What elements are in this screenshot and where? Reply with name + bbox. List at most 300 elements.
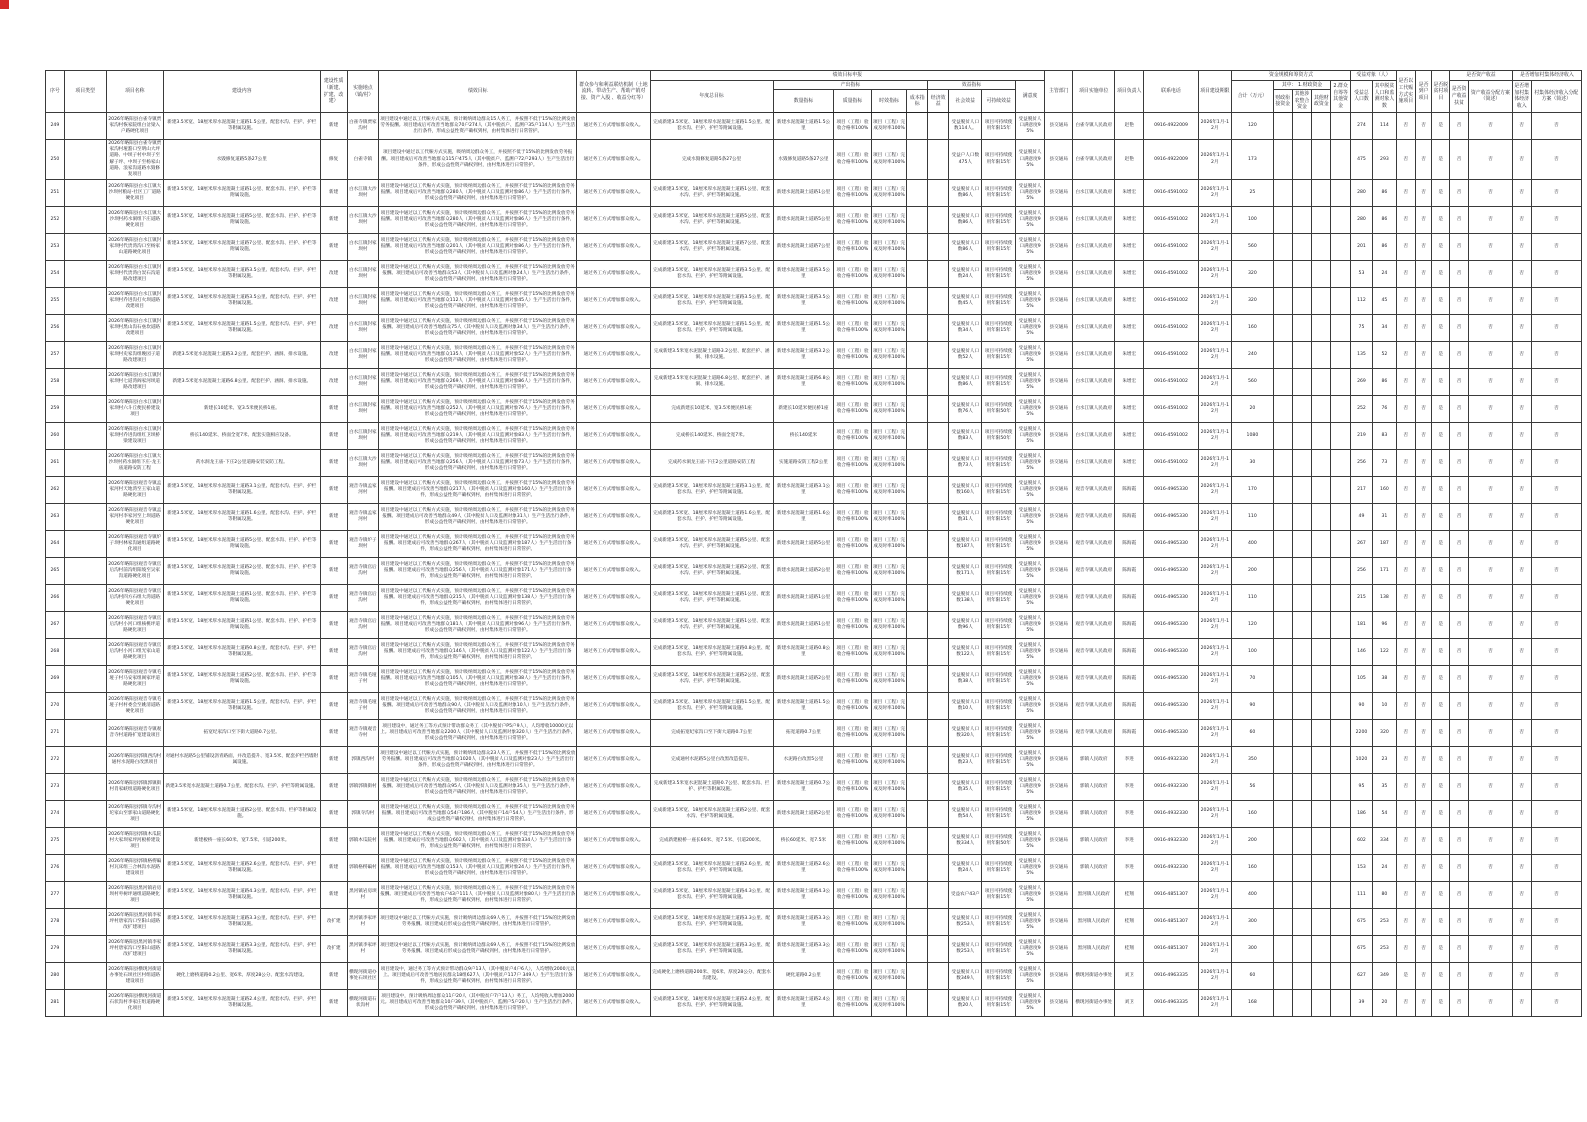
cell-qczy: 通过务工方式增加群众收入。 [577,585,650,612]
cell-qzzc [1331,504,1351,531]
cell-ndzmb: 完成新建板桥一座长60米、宽7.5米、引道200米。 [650,828,773,855]
cell-czxj [1273,369,1292,396]
cell-xmmc: 2026年略阳县白水江镇封家坝村六斗丘便民桥建设项目 [106,396,163,423]
cell-qtsn [1292,639,1312,666]
cell-cbzb [907,990,928,1017]
column-header-ssdw: 项目实施单位 [1073,71,1115,113]
cell-jxmb: 项目建设中通过以工代赈方式实施，预计吸纳周边群众务工，并按照不低于15%的比例发放劳务报酬。项目建成后可改善当地群众105人（其中脱贫人口及监测对象38人）生产生活出行条件，形成公益性资产确权到村，由村集体进行日常管护。 [379,666,577,693]
cell-lxdh: 0916-4591002 [1144,369,1198,396]
cell-hj: 120 [1232,113,1274,140]
cell-jsxz: 改建 [320,288,347,315]
cell-zcfa: 否 [1468,140,1512,180]
cell-ssdw: 黑河镇人民政府 [1073,909,1115,936]
cell-jxmb: 项目建设中通过以工代赈方式实施，吸纳周边群众务工，并按照不低于15%的比例发放劳务报酬。项目建成后可改善当地群众115户475人（其中脱贫户、监测户72户293人）生产生活出行条件，形成公益性资产确权到村，由村集体进行日常管护。 [379,140,577,180]
cell-zcsyfp: 否 [1450,288,1469,315]
cell-hj: 560 [1232,369,1274,396]
cell-xh: 281 [46,990,65,1017]
cell-cbzb [907,639,928,666]
cell-ssdd: 横现河街道石状沟村 [347,990,378,1017]
column-header-cjtzj: 是否增加村集体经济收入 [1512,80,1531,112]
cell-ssdw: 白水江镇人民政府 [1073,180,1115,207]
cell-xh: 269 [46,666,65,693]
table-row [46,558,1582,585]
cell-jsnr: 新建3.5米宽、18厘米厚水泥混凝土道路5公里、配套水沟、拦护、护栏等附属设施。 [163,207,320,234]
cell-shxy: 受益脱贫人口数320人 [949,720,982,747]
cell-zcfa: 否 [1468,396,1512,423]
cell-fzr: 李进 [1115,774,1144,801]
cell-zcsyfp: 否 [1450,774,1469,801]
cell-ygdz: 否 [1396,558,1415,585]
cell-zcsyfp: 否 [1450,693,1469,720]
cell-qtcz [1312,423,1331,450]
cell-lxdh: 0916-4851307 [1144,882,1198,909]
cell-myd: 受益脱贫人口满意度95% [1015,140,1044,180]
cell-qtsn [1292,774,1312,801]
cell-kcxxy: 项目可持续使用年限15年 [982,531,1015,558]
column-header-qzzc: 2.群众自筹等其他资金 [1331,80,1351,112]
cell-kcxxy: 项目可持续使用年限50年 [982,423,1015,450]
cell-ssdw: 白水江镇人民政府 [1073,261,1115,288]
cell-slzb: 新建水泥混凝土道路1.5公里 [773,693,834,720]
cell-lxdh: 0916-4591002 [1144,207,1198,234]
cell-czxj [1273,936,1292,963]
cell-zgbm: 县交通局 [1045,936,1073,963]
cell-zlzb: 项目（工程）验收合格率100% [834,207,872,234]
cell-qzzc [1331,882,1351,909]
column-header-jxmb: 绩效目标 [379,71,577,113]
column-header-zcfa: 资产收益分配方案（简述） [1468,80,1512,112]
cell-xmmc: 2026年略阳县白水江镇封家坝村代贵湾沟口至杨家山道路硬化项目 [106,234,163,261]
cell-zlzb: 项目（工程）验收合格率100% [834,315,872,342]
cell-kcxxy: 项目可持续使用年限15年 [982,747,1015,774]
cell-dh: 否 [1415,315,1432,342]
cell-qtcz [1312,828,1331,855]
cell-slzb: 新建水泥混凝土道路3.2公里 [773,342,834,369]
cell-qtsn [1292,882,1312,909]
cell-zlzb: 项目（工程）验收合格率100% [834,720,872,747]
cell-qtcz [1312,315,1331,342]
cell-cjtfa: 否 [1531,990,1581,1017]
cell-xmlx [64,558,106,585]
cell-qtsn [1292,504,1312,531]
cell-cjtzj: 否 [1512,113,1531,140]
cell-shxy: 受益脱贫人口数334人 [949,828,982,855]
cell-zcsyfp: 否 [1450,369,1469,396]
cell-jsqx: 2026年1月-12月 [1198,140,1231,180]
cell-syzrk: 112 [1351,288,1373,315]
cell-cbzb [907,315,928,342]
cell-fzr: 朱增宏 [1115,423,1144,450]
cell-cjtfa: 否 [1531,261,1581,288]
cell-cjtzj: 否 [1512,963,1531,990]
cell-kcxxy: 项目可持续使用年限15年 [982,315,1015,342]
column-header-zgbm: 主管部门 [1045,71,1073,113]
cell-ssdd: 白雀寺镇贾家沟村 [347,113,378,140]
cell-jsxz: 新建 [320,504,347,531]
table-row [46,369,1582,396]
cell-zcfa: 否 [1468,936,1512,963]
cell-ssdw: 横现河街道办事处 [1073,990,1115,1017]
cell-zgbm: 县交通局 [1045,882,1073,909]
cell-xh: 274 [46,801,65,828]
cell-jsxz: 改建 [320,369,347,396]
cell-zcfa: 否 [1468,531,1512,558]
cell-tpk: 23 [1372,747,1396,774]
cell-lxdh: 0916-4591002 [1144,315,1198,342]
cell-fzr: 李进 [1115,747,1144,774]
cell-tpk: 86 [1372,234,1396,261]
cell-tpc: 是 [1432,936,1450,963]
cell-cbzb [907,207,928,234]
cell-cjtfa: 否 [1531,855,1581,882]
cell-zlzb: 项目（工程）验收合格率100% [834,828,872,855]
cell-xh: 256 [46,315,65,342]
cell-qtcz [1312,936,1331,963]
column-header-xmlx: 项目类型 [64,71,106,113]
cell-lxdh: 0916-4965330 [1144,666,1198,693]
cell-dh: 否 [1415,855,1432,882]
cell-jsnr: 新建3.5米宽、18厘米厚水泥混凝土道路1.5公里、配套水沟、拦护、护栏等附属设施。 [163,113,320,140]
cell-xmmc: 2026年略阳县郭镇格楞碥村瓦床组三合林沟水泥路建设项目 [106,855,163,882]
cell-syzrk: 675 [1351,936,1373,963]
cell-qczy: 通过务工方式增加群众收入。 [577,855,650,882]
cell-lxdh: 0916-4965330 [1144,504,1198,531]
cell-cbzb [907,113,928,140]
cell-czxj [1273,261,1292,288]
cell-jsqx: 2026年1月-12月 [1198,261,1231,288]
cell-xmmc: 2026年略阳县白水江镇封家坝村黑山沟石垒坎道路改建项目 [106,315,163,342]
cell-jxmb: 项目建设中通过以工代赈方式实施，预计吸纳周边群众务工，并按照不低于15%的比例发放劳务报酬。项目建成后可改善当地群众280人（其中脱贫人口及监测对象86人）生产生活出行条件，形成公益性资产确权到村，由村集体进行日常管护。 [379,180,577,207]
cell-fzr: 李进 [1115,828,1144,855]
cell-dh: 否 [1415,882,1432,909]
cell-jjxy [928,531,949,558]
cell-qtcz [1312,747,1331,774]
cell-cjtfa: 否 [1531,504,1581,531]
cell-qzzc [1331,315,1351,342]
cell-kcxxy: 项目可持续使用年限15年 [982,207,1015,234]
cell-tpk: 96 [1372,612,1396,639]
cell-xmlx [64,342,106,369]
cell-xmlx [64,423,106,450]
cell-jjxy [928,180,949,207]
cell-ndzmb: 完成新建长10延米、宽3.5米便民桥1座 [650,396,773,423]
cell-myd: 受益脱贫人口满意度95% [1015,666,1044,693]
cell-jsnr: 新建3.5米宽、18厘米厚水泥混凝土道路1公里、配套水沟、拦护、护栏等附属设施。 [163,180,320,207]
cell-zlzb: 项目（工程）验收合格率100% [834,612,872,639]
cell-qtcz [1312,558,1331,585]
cell-kcxxy: 项目可持续使用年限15年 [982,140,1015,180]
cell-sxzb: 项目（工程）完成及时率100% [871,113,907,140]
cell-cjtfa: 否 [1531,315,1581,342]
cell-shxy: 受益脱贫人口数24人 [949,855,982,882]
cell-zgbm: 县交通局 [1045,990,1073,1017]
cell-ndzmb: 完成新建3.5米宽、18厘米厚水泥混凝土道路1.5公里、配套水沟、拦护、护栏等附属设施。 [650,315,773,342]
cell-tpc: 是 [1432,747,1450,774]
cell-syzrk: 39 [1351,990,1373,1017]
cell-myd: 受益脱贫人口满意度95% [1015,639,1044,666]
cell-kcxxy: 项目可持续使用年限15年 [982,234,1015,261]
cell-jjxy [928,936,949,963]
cell-ssdd: 观音寺镇炉子坝村 [347,531,378,558]
cell-jsxz: 修复 [320,140,347,180]
cell-zcsyfp: 否 [1450,990,1469,1017]
cell-qczy: 通过务工方式增加群众收入。 [577,666,650,693]
cell-ssdw: 郭镇人民政府 [1073,801,1115,828]
column-header-qtsn: 其他涉农整合资金 [1292,90,1312,113]
cell-zgbm: 县交通局 [1045,909,1073,936]
cell-xmmc: 2026年略阳县白水江镇大沙坝村药水洞组下庄道路硬化项目 [106,207,163,234]
cell-jsqx: 2026年1月-12月 [1198,531,1231,558]
cell-myd: 受益脱贫人口满意度95% [1015,693,1044,720]
cell-jjxy [928,585,949,612]
cell-lxdh: 0916-4932330 [1144,747,1198,774]
cell-cjtfa: 否 [1531,585,1581,612]
cell-xmlx [64,504,106,531]
cell-sxzb: 项目（工程）完成及时率100% [871,234,907,261]
cell-xmlx [64,747,106,774]
column-header-ssdd: 实施地点（镇/村） [347,71,378,113]
cell-jxmb: 项目建设中通过以工代赈方式实施，预计吸纳周边群众69人务工，并按照不低于15%的比例发放劳务报酬。项目建成后形成公益性资产确权到村，由村集体进行日常管护。 [379,909,577,936]
cell-qtsn [1292,315,1312,342]
cell-lxdh: 0916-4965330 [1144,558,1198,585]
cell-jsqx: 2026年1月-12月 [1198,963,1231,990]
cell-qtcz [1312,909,1331,936]
cell-kcxxy: 项目可持续使用年限15年 [982,990,1015,1017]
cell-cjtzj: 否 [1512,585,1531,612]
cell-jjxy [928,747,949,774]
cell-jsqx: 2026年1月-12月 [1198,234,1231,261]
cell-cjtfa: 否 [1531,693,1581,720]
cell-fzr: 朱增宏 [1115,207,1144,234]
cell-cjtzj: 否 [1512,882,1531,909]
column-header-cbzb: 成本指标 [907,90,928,113]
cell-ygdz: 否 [1396,113,1415,140]
cell-lxdh: 0916-4851307 [1144,909,1198,936]
cell-dh: 否 [1415,288,1432,315]
column-header-jxsb: 绩效目标申报 [650,71,1045,81]
cell-qzzc [1331,234,1351,261]
cell-tpc: 是 [1432,585,1450,612]
cell-jsqx: 2026年1月-12月 [1198,855,1231,882]
cell-ndzmb: 完成新建3.5米宽、18厘米厚水泥混凝土道路3.5公里、配套水沟、拦护、护栏等附属设施。 [650,288,773,315]
cell-dh: 否 [1415,639,1432,666]
cell-sxzb: 项目（工程）完成及时率100% [871,450,907,477]
cell-ssdd: 白水江镇大沙坝村 [347,450,378,477]
cell-jxmb: 项目建设中通过以工代赈方式实施，预计吸纳周边群众务工，并按照不低于15%的比例发放劳务报酬。项目建成后可改善当地群众602人（其中脱贫人口及监测对象334人）生产生活出行条件，形成公益性资产确权到村，由村集体进行日常管护。 [379,828,577,855]
cell-qtsn [1292,369,1312,396]
cell-cjtzj: 否 [1512,477,1531,504]
cell-cjtfa: 否 [1531,207,1581,234]
cell-qczy: 通过务工方式增加群众收入。 [577,612,650,639]
cell-qzzc [1331,288,1351,315]
cell-ndzmb: 完成新建3.5米宽、18厘米厚水泥混凝土道路5公里、配套水沟、拦护、护栏等附属设施。 [650,207,773,234]
cell-fzr: 朱增宏 [1115,450,1144,477]
cell-hj: 60 [1232,720,1274,747]
cell-qtsn [1292,612,1312,639]
cell-zlzb: 项目（工程）验收合格率100% [834,558,872,585]
cell-ssdw: 观音寺镇人民政府 [1073,531,1115,558]
cell-dh: 否 [1415,585,1432,612]
cell-xh: 272 [46,747,65,774]
cell-sxzb: 项目（工程）完成及时率100% [871,990,907,1017]
cell-jjxy [928,396,949,423]
cell-tpc: 是 [1432,504,1450,531]
cell-myd: 受益脱贫人口满意度95% [1015,558,1044,585]
cell-sxzb: 项目（工程）完成及时率100% [871,936,907,963]
cell-qtcz [1312,207,1331,234]
cell-jxmb: 项目建设中通过以工代赈方式实施，预计吸纳周边群众务工，并按照不低于15%的比例发放劳务报酬。项目建成后可改善当地群众181人（其中脱贫人口及监测对象96人）生产生活出行条件，形成公益性资产确权到村，由村集体进行日常管护。 [379,612,577,639]
cell-jsnr: 新建3.5米宽、18厘米厚水泥混凝土道路3.5公里、配套水沟、拦护、护栏等附属设施。 [163,261,320,288]
cell-zcsyfp: 否 [1450,140,1469,180]
cell-cbzb [907,909,928,936]
cell-zgbm: 县交通局 [1045,450,1073,477]
cell-qtcz [1312,639,1331,666]
cell-myd: 受益脱贫人口满意度95% [1015,720,1044,747]
cell-hj: 56 [1232,774,1274,801]
cell-kcxxy: 项目可持续使用年限15年 [982,936,1015,963]
cell-ndzmb: 完成新建3.5米宽、18厘米厚水泥混凝土道路2公里、配套水沟、拦护、护栏等附属设施。 [650,666,773,693]
cell-qzzc [1331,963,1351,990]
cell-xmlx [64,720,106,747]
cell-zcsyfp: 否 [1450,234,1469,261]
cell-qczy: 通过务工方式增加群众收入。 [577,639,650,666]
cell-kcxxy: 项目可持续使用年限15年 [982,504,1015,531]
cell-xh: 270 [46,693,65,720]
cell-zcfa: 否 [1468,450,1512,477]
cell-zgbm: 县交通局 [1045,612,1073,639]
cell-xmmc: 2026年略阳县观音寺镇官后沟村小河口组光家山道路硬化项目 [106,639,163,666]
cell-cbzb [907,558,928,585]
cell-ygdz: 否 [1396,612,1415,639]
cell-sxzb: 项目（工程）完成及时率100% [871,666,907,693]
cell-zgbm: 县交通局 [1045,477,1073,504]
cell-ndzmb: 完成硬化上磨桥道路200米、宽6米、厚度28公分、配套水沟建设。 [650,963,773,990]
cell-qczy: 通过务工方式增加群众收入。 [577,369,650,396]
cell-ssdw: 横现河街道办事处 [1073,963,1115,990]
cell-jxmb: 项目建设中通过以工代赈方式实施，预计吸纳周边群众务工，并按照不低于15%的比例发放劳务报酬。项目建成后可改善当地群众53人（其中脱贫人口及监测对象24人）生产生活出行条件，形成公益性资产确权到村，由村集体进行日常管护。 [379,261,577,288]
cell-shxy: 受益脱贫人口数86人 [949,207,982,234]
cell-czxj [1273,882,1292,909]
cell-sxzb: 项目（工程）完成及时率100% [871,882,907,909]
cell-ssdd: 白水江镇封家坝村 [347,396,378,423]
cell-myd: 受益脱贫人口满意度95% [1015,234,1044,261]
cell-ssdw: 观音寺镇人民政府 [1073,666,1115,693]
cell-ndzmb: 完成新建3.5米宽、18厘米厚水泥混凝土道路5公里、配套水沟、拦护、护栏等附属设施。 [650,531,773,558]
cell-shxy: 受益脱贫人口数160人 [949,477,982,504]
cell-qtcz [1312,774,1331,801]
cell-qtsn [1292,261,1312,288]
column-header-syzrk: 受益总人口数 [1351,80,1373,112]
cell-xh: 253 [46,234,65,261]
cell-ndzmb: 完成新建3.5米宽水泥混凝土道路0.7公里、配套水沟、拦护、护栏等附属设施。 [650,774,773,801]
cell-tpk: 86 [1372,369,1396,396]
cell-ygdz: 否 [1396,666,1415,693]
cell-jsxz: 新建 [320,113,347,140]
cell-zgbm: 县交通局 [1045,288,1073,315]
cell-zcsyfp: 否 [1450,612,1469,639]
cell-syzrk: 215 [1351,585,1373,612]
cell-jsxz: 改扩建 [320,909,347,936]
cell-czxj [1273,477,1292,504]
cell-jsxz: 新建 [320,558,347,585]
cell-jsxz: 新建 [320,531,347,558]
cell-ygdz: 否 [1396,747,1415,774]
cell-ssdd: 白水江镇封家坝村 [347,234,378,261]
cell-zgbm: 县交通局 [1045,315,1073,342]
cell-xh: 262 [46,477,65,504]
cell-cjtzj: 否 [1512,693,1531,720]
cell-cjtzj: 否 [1512,936,1531,963]
cell-xmlx [64,180,106,207]
cell-xmlx [64,234,106,261]
cell-kcxxy: 项目可持续使用年限50年 [982,396,1015,423]
cell-myd: 受益脱贫人口满意度95% [1015,828,1044,855]
cell-slzb: 拓宽道路0.7公里 [773,720,834,747]
cell-ssdd: 白水江镇封家坝村 [347,342,378,369]
cell-xmlx [64,882,106,909]
cell-slzb: 桥长140延米 [773,423,834,450]
cell-jsqx: 2026年1月-12月 [1198,113,1231,140]
column-header-jsxz: 建设性质（新建、扩建、改建） [320,71,347,113]
cell-cjtfa: 否 [1531,882,1581,909]
cell-zcsyfp: 否 [1450,180,1469,207]
cell-jxmb: 项目建设中通过以工代赈方式实施，预计吸纳周边群众务工，并按照不低于15%的比例发放劳务报酬。项目建成后可改善当地群众267人（其中脱贫人口及监测对象187人）生产生活出行条件，形成公益性资产确权到村，由村集体进行日常管护。 [379,531,577,558]
cell-tpc: 是 [1432,801,1450,828]
cell-cjtfa: 否 [1531,396,1581,423]
cell-jxmb: 项目建设中通过以工代赈方式实施，预计吸纳周边群众15人务工，并按照不低于15%的比例发放劳务报酬。项目建成后可改善当地群众70户274人（其中脱贫户、监测户35户114人）生产生活出行条件，形成公益性资产确权到村，由村集体进行日常管护。 [379,113,577,140]
cell-xh: 264 [46,531,65,558]
cell-xh: 266 [46,585,65,612]
cell-qtcz [1312,113,1331,140]
cell-qtsn [1292,936,1312,963]
cell-dh: 否 [1415,113,1432,140]
cell-syzrk: 53 [1351,261,1373,288]
cell-syzrk: 186 [1351,801,1373,828]
cell-xh: 268 [46,639,65,666]
cell-xmlx [64,113,106,140]
cell-jsqx: 2026年1月-12月 [1198,585,1231,612]
cell-lxdh: 0916-4591002 [1144,234,1198,261]
cell-zcsyfp: 否 [1450,666,1469,693]
cell-qtcz [1312,288,1331,315]
cell-qczy: 通过务工方式增加群众收入。 [577,261,650,288]
column-header-dh: 是否到户项目 [1415,71,1432,113]
cell-cjtzj: 否 [1512,639,1531,666]
cell-lxdh: 0916-4932330 [1144,774,1198,801]
cell-qczy: 通过务工方式增加群众收入。 [577,693,650,720]
cell-czxj [1273,207,1292,234]
cell-zcsyfp: 否 [1450,423,1469,450]
cell-cjtfa: 否 [1531,180,1581,207]
cell-czxj [1273,909,1292,936]
table-row [46,207,1582,234]
cell-sxzb: 项目（工程）完成及时率100% [871,180,907,207]
cell-tpc: 是 [1432,450,1450,477]
table-row [46,315,1582,342]
column-header-cjtfa: 村集体经济收入分配方案（简述） [1531,80,1581,112]
cell-tpc: 是 [1432,963,1450,990]
cell-cjtfa: 否 [1531,666,1581,693]
cell-xh: 278 [46,909,65,936]
cell-tpk: 45 [1372,288,1396,315]
cell-qtsn [1292,747,1312,774]
table-row [46,450,1582,477]
cell-shxy: 受益脱贫人口数122人 [949,639,982,666]
cell-czxj [1273,801,1292,828]
cell-ndzmb: 完成新建3.5米宽、18厘米厚水泥混凝土道路2.6公里、配套水沟、拦护、护栏等附属设施。 [650,855,773,882]
table-row [46,113,1582,140]
cell-hj: 168 [1232,990,1274,1017]
